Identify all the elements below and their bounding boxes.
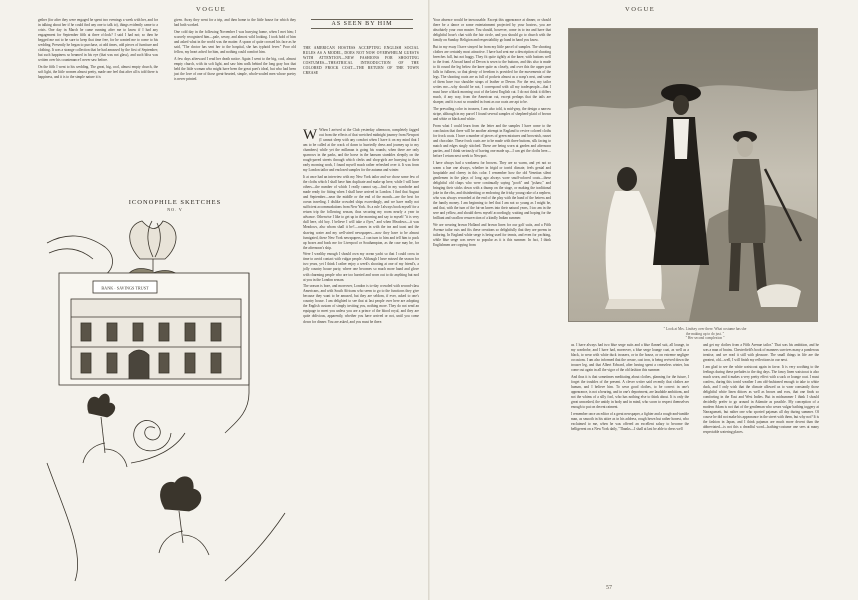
- as-seen-deck: THE AMERICAN HOSTESS ACCEPTING ENGLISH SOCIAL RULES AS A MODEL, DOES NOT NOW OVERWHELM GUESTS WITH ATTENTION—NEW FASHIONS FOR SHOOTING COSTUMES—THEATRICAL INTRODUCTION OF THE COLORED FROCK COAT—THE RETURN OF THE TOWN CREASE: [303, 46, 419, 75]
- as-seen-title: AS SEEN BY HIM: [331, 21, 393, 27]
- page-number: 57: [606, 585, 612, 591]
- fashion-illustration: [568, 28, 818, 322]
- sketch-title-block: [120, 199, 230, 212]
- paragraph: On the fifth I went to his wedding. The great, big, cool, almost empty church, the soft light, the little women almost pretty, made one feel that after all is told there is happiness, and it is to the simple nature it is: [38, 65, 158, 80]
- paragraph: A few days afterward I read her death notice. Again I went to the big, cool, almost empty church, with its soft light, and saw him walk behind the long gray box that held the little woman who might have been the great poet's ideal, but who had been just the love of one of those great-hearted, simple, whole-souled men whose poetry is never printed.: [174, 56, 296, 81]
- drop-cap: W: [303, 127, 318, 143]
- paragraph: Were I wealthy enough I should own my ocean yacht so that I could cross in time to avoid contact with vulgar people. Although I have missed the season for two years, yet I think I rather enjoy a week's shooting at one of my friend's, a jolly country house party, where one becomes so much more hand and glove with charming people who are too hurried and worn out to do anything but nod at you in the London season.: [303, 252, 419, 282]
- paragraph: And thus it is that sometimes meditating about clothes, planning for the future, I forget the troubles of the present. A clever writer said recently that clothes are human, and I believe him. To wear good clothes, to be correct in one's appearance, is not a bearing, and in one's deportment, are laudable ambitions, and not the whims of a silly fool, who has nothing else to think about. It is only the great unwashed, the untidy in body and in mind, who scorn to respect themselves enough to put on decent raiment.: [571, 374, 689, 410]
- paragraph: and get my clothes from a Fifth Avenue tailor." That was his ambition, and he was a man of brains. Chesterfield's book of manners survives many a ponderous treatise, and we read it still with pleasure. The small things in life are the greatest, old—well, I will finish my reflections in our next.: [703, 343, 819, 363]
- paragraph: us. I have always had two blue serge suits and a blue flannel suit, all lounge, in my wardrobe, and I have had, moreover, a blue serge lounge coat, as well as a black, to wear with white duck trousers, or in the house, or on extreme negligee occasions. I am also informed that the crease, cast iron, is being revived down the trouser leg, and that Albert Edward, after having spent a creaseless winter, has come out again in all the vigor of the old fashion this summer.: [571, 343, 689, 373]
- running-head-left: VOGUE: [196, 6, 227, 13]
- right-col-d-bottom: [703, 343, 819, 437]
- bank-sign-text: BANK · SAVINGS TRUST: [101, 285, 149, 291]
- bank-building-sketch: [45, 213, 290, 585]
- paragraph: I remember once an editor of a great newspaper, a fighter and a rough-and-tumble man, as smooth in his attire as in his address, rough hewn but rather honest, who exclaimed to me, when he was offered an excellent salary to become the belligerent on a New York daily, "Thanks—I shall at last be able to dress well: [571, 411, 689, 431]
- caption-line: " Her second complexion ": [685, 336, 725, 341]
- fashion-photo: [569, 29, 817, 321]
- paragraph: From what I could learn from the letter and the samples I have come to the conclusion that there will be another attempt in England to revive colored cloths for frock coats. I have a number of pieces of green mixtures and brownish, russet and chocolate. These frock coats are to be made with three buttons, silk facing to match and edges singly stitched. These are being worn at garden and afternoon parties, and I think seriously of having one made up—I can get the cloths here—before I return next week to Newport.: [433, 123, 551, 158]
- as-seen-header: [303, 18, 421, 30]
- paragraph: I have always had a weakness for browns. They are so warm, and yet not so warm a hue one always, whether in frigid or torrid climate, feels genial and hospitable and cheery in this color. I remember how the old Venetian silent gentlemen in the plays of long ago always wore snuff-colored coats—these delightful old chaps who were continually saying "pooh" and "pshaw," and bringing their sticks down with a thump on the stage, or making the traditional joke in the ribs, and disinheriting or endowing the frisky young rake of a nephew, who was always rewarded at the end of the play with the hand of the heiress and the family money. I am beginning to feel that I am not so young as I might be, and that, with the turn of the fat-on knees into their natural years, I too am in the sere and yellow, and should dress myself accordingly, waiting and hoping for the brilliant and swallow resurrection of a kindly Indian summer.: [433, 160, 551, 221]
- caption-line: " Look at Mrs. Lindsey over there. What costume has she: [663, 327, 747, 331]
- photo-caption: [600, 327, 810, 341]
- paragraph: [303, 128, 419, 173]
- paragraph: We are wearing brown Holland and brown linen for our golf suits, and a Fifth Avenue tailor cuts and fits these creations so delightfully that they are poems in tailoring. In England white serge is being used for tennis, and even for yachting, while blue serge was never so popular as it is this summer. In fact, I think Englishmen are copying from: [433, 222, 551, 247]
- paragraph: Your absence would be inexcusable. Except this appearance at dinner, or should there be a dance or some entertainment projected by your hostess, you are absolutely your own master. You should, however, come in to tea and have that delightful hour's chat with the fair circle, and you should go to church with the family on Sunday. Religion and respectability go hand in hand you know.: [433, 18, 551, 43]
- paragraph: One cold day in the following November I was hurrying home, when I met him; I scarcely recognized him—pale, weary, and almost wild looking. I took hold of him and asked what in the world was the matter. A spoon of quite crossed his face as he said, "The doctor has sent her to the hospital, she has typhoid fever." Poor old fellow, my heart ached for him, and nothing could comfort him.: [174, 29, 296, 54]
- paragraph: gether (for after they were engaged he spent two evenings a week with her, and for in talking about her if he could find any one to talk to), things evidently came to a crisis. One day in March he came running after me to know if I had any engagement for September fifth at three o'clock? I said I had not; so then he begged me not to be sure to keep that time free, for he wanted me to come to his wedding. Presently he began to purchase, at odd times, odd pieces of furniture and clothing. It was a strange collection that he had amassed by the first of September; but such happiness so beamed in his eye (that was not glass), and such bliss was written over his countenance I never saw before.: [38, 18, 158, 63]
- paragraph: But in my essay I have strayed far from my little parcel of samples. The shooting clothes are certainly most attractive. I have had sent me a description of shooting breeches full, but not baggy. They fit quite tightly at the knee, with buttons well to the front. A broad band of Devon is sewn to the buttons, and this also is made to fit round the leg below the knee quite as closely, and over this the upper part falls in fullness, so that plenty of freedom is provided for the movements of the legs. The shooting coats are as full of pockets almost as a wasp's nest, and some of them have two shoulder straps of leather or Devon. For the rest, my tailor writes me—why should he not, I correspond with all my tradespeople—that I must have a black morning coat of the latest English cut. I do not think it differs much, if any way, from the American cut, except perhaps that the tails are sharper, and it is not so rounded in front as our coats are apt to be.: [433, 44, 551, 105]
- swirl-ornament: [131, 420, 185, 463]
- flower-ornament-bottom: [159, 477, 209, 555]
- sketch-title: ICONOPHILE SKETCHES: [128, 199, 222, 206]
- paragraph-text: When I arrived at the Club yesterday afternoon, completely fagged out from the effects of that wretched midnight journey from Newport (I cannot sleep with any comfort when I have it on my mind that I am to be called at the crack of dawn to hurriedly dress and journey up to my chambers) while yet the milkman is going his rounds; when there are only sparrows in the parks, and the horse in the hansom stumbles sleepily on the rough-paved streets through which clerks and shop-girls are hurrying to their early morning work, I found myself much rather refreshed over it. It was from my London tailor and enclosed samples for the autumn and winter.: [303, 128, 419, 173]
- left-col1-top: [38, 18, 158, 82]
- left-col2-top: [174, 18, 296, 83]
- iris-ornament-lower: [83, 394, 127, 467]
- right-col-a: [303, 128, 419, 326]
- paragraph: The season is bore, and moreover, London is to-day crowded with second-class Americans, and with South Africans who seem to go to the functions they give because they want to be amused, but they are seldom, if ever, asked to one's country house. I am delighted to see that at last people over here are adopting the English custom of simply inviting you, nothing more. They do not send an equipage to meet you unless you are a prince of the blood royal, and they are quite oblivious, apparently, whether you have arrived or not, until you come down for dinner. You are asked, and you must be there.: [303, 284, 419, 324]
- caption-line: the making up to do just. ": [685, 331, 725, 336]
- paragraph: given. Away they went for a trip, and then home to the little house for which they had both worked.: [174, 18, 296, 28]
- right-col-c-bottom: [571, 343, 689, 434]
- paragraph: The prevailing color in trousers, I am also told, is mid-gray, the design a narrow stripe, although in my parcel I found several samples of shepherd-plaid of brown and white or black and white.: [433, 106, 551, 122]
- sketch-number: NO. V: [167, 207, 183, 212]
- paragraph: I am glad to see the white waistcoat again in favor. It is very soothing to the feelings during these preludes to the dog days. The fancy linen waistcoat is also much worn, and it makes a very pretty effect with a sack or lounge coat. I must confess, during this torrid weather I am old-fashioned enough to take to white duck, and I only wish that the climate allowed us to wear constantly those delightful white linen dittoes as well as brown and ecru, that one finds so comforting in the East and West Indies. But in midsummer I think I should decidedly prefer to go around in Adamite as possible. My conception of a modern Adam is not that of the gentleman who wears vulgar bathing toggery at Narragansett, but rather one who sported pajamas all day during summer. Of course he did not make his appearance in the street with them, but why not? It is the fashion in Japan, and I think pajamas are much more decent than the abbreviated—is not this a dreadful word—bathing-costume one sees at many respectable watering places.: [703, 364, 819, 435]
- right-col-b: [433, 18, 551, 250]
- dog-figure: [757, 284, 801, 307]
- paragraph: It at once had an interview with my New York tailor and we chose some few of the cloths which I shall have him duplicate and make up here, while I will have others—the number of which I really cannot say—find in my wardrobe and made ready for fitting when I shall have arrived in London. I find that August and September—near the middle or the end of the month—are the best for ocean traveling. I dislike crowded ships exceedingly, and we have really not sufficient accommodations from New York. As a rule I always book myself for a return trip the following season, thus securing my room nearly a year in advance. Otherwise I like to get up in the morning and say to myself "it is very dull here, old boy. I believe I will take a flyer," and when Meadows—it was Meadows, also whom shall it be?—comes in with the tea and toast and the shaving water and my well-aired newspapers—now they have to be almost fumigated, these New York newspapers—I can turn to him and tell him to pack up boxes and book me for Liverpool or Southampton, as the case may be, for the afternoon's ship.: [303, 175, 420, 250]
- running-head-right: VOGUE: [625, 6, 656, 13]
